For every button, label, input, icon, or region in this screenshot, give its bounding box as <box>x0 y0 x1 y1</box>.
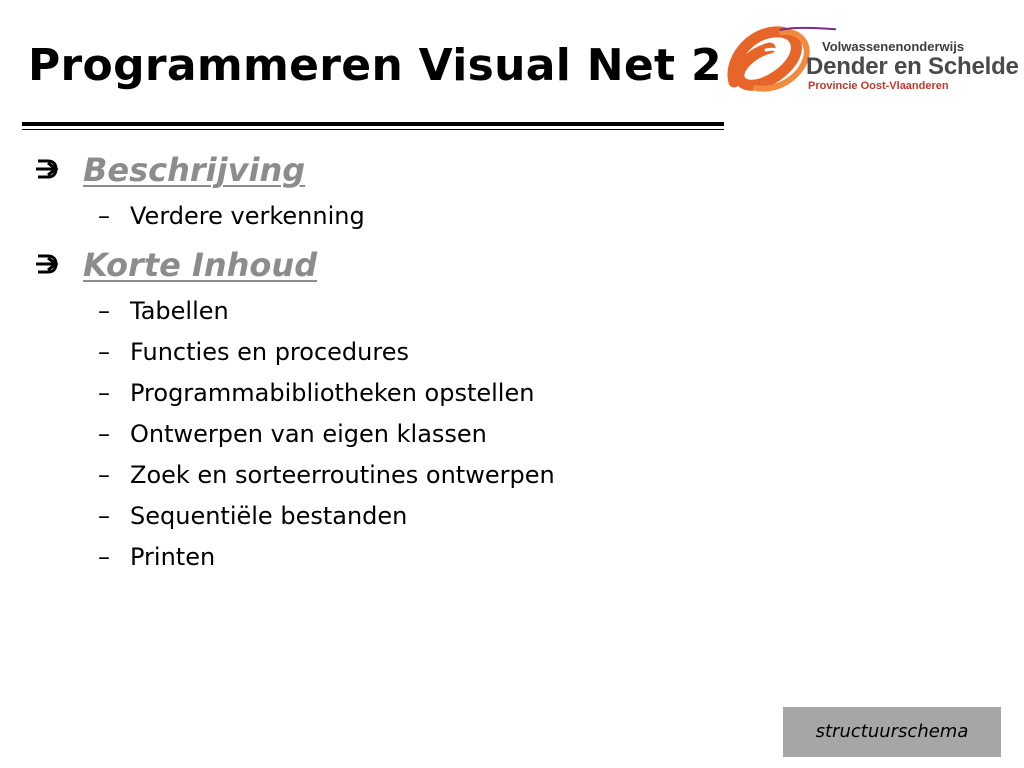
list-item-text: Programmabibliotheken opstellen <box>130 379 535 407</box>
section-heading-row <box>34 243 774 287</box>
title-divider-thin <box>22 129 724 130</box>
list-item <box>34 196 774 237</box>
dash-bullet: – <box>98 202 110 230</box>
dash-bullet: – <box>98 502 110 530</box>
list-item <box>34 455 774 496</box>
list-item <box>34 414 774 455</box>
list-item-text: Printen <box>130 543 216 571</box>
list-item <box>34 332 774 373</box>
dash-bullet: – <box>98 379 110 407</box>
arrow-right-curved-icon <box>34 251 64 277</box>
slide-title: Programmeren Visual Net 2 <box>28 40 722 91</box>
section-korte-inhoud <box>34 243 774 578</box>
structuurschema-button[interactable]: structuurschema <box>783 707 1001 757</box>
list-item <box>34 373 774 414</box>
dash-bullet: – <box>98 461 110 489</box>
list-item-text: Verdere verkenning <box>130 202 365 230</box>
list-item-text: Sequentiële bestanden <box>130 502 408 530</box>
list-item <box>34 537 774 578</box>
list-item-text: Zoek en sorteerroutines ontwerpen <box>130 461 555 489</box>
list-item-text: Tabellen <box>130 297 229 325</box>
logo-text-top: Volwassenenonderwijs <box>822 39 965 54</box>
list-item-text: Ontwerpen van eigen klassen <box>130 420 487 448</box>
logo-text-main: Dender en Schelde <box>806 53 1019 80</box>
beschrijving-list <box>34 196 774 237</box>
dash-bullet: – <box>98 543 110 571</box>
beschrijving-link[interactable]: Beschrijving <box>83 151 306 189</box>
dash-bullet: – <box>98 420 110 448</box>
dash-bullet: – <box>98 338 110 366</box>
list-item-text: Functies en procedures <box>130 338 409 366</box>
dash-bullet: – <box>98 297 110 325</box>
title-divider-thick <box>22 122 724 126</box>
korte-inhoud-list <box>34 291 774 578</box>
section-heading-row <box>34 148 774 192</box>
arrow-right-curved-icon <box>34 156 64 182</box>
list-item <box>34 291 774 332</box>
section-beschrijving <box>34 148 774 237</box>
korte-inhoud-link[interactable]: Korte Inhoud <box>83 246 318 284</box>
list-item <box>34 496 774 537</box>
slide-content <box>34 148 774 584</box>
logo-text-sub: Provincie Oost-Vlaanderen <box>808 80 949 92</box>
logo <box>726 22 1019 100</box>
